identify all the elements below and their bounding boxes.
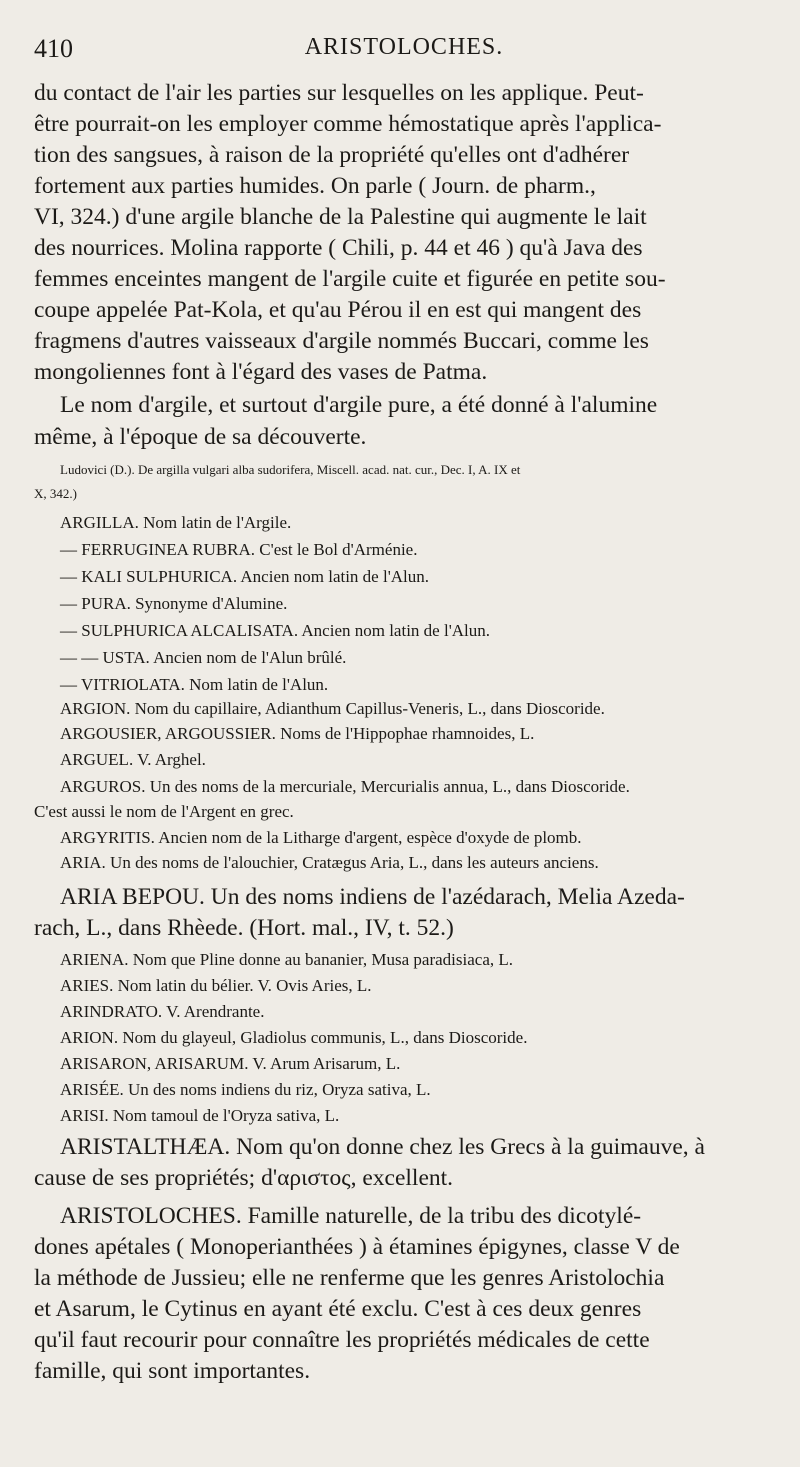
- body-line: fragmens d'autres vaisseaux d'argile nommés Buccari, comme les: [34, 328, 649, 354]
- body-line: fortement aux parties humides. On parle ( Journ. de pharm.,: [34, 173, 596, 199]
- entry-aries: ARIES. Nom latin du bélier. V. Ovis Aries, L.: [60, 976, 372, 995]
- entry-sub: — VITRIOLATA. Nom latin de l'Alun.: [60, 675, 329, 694]
- entry-sub: — SULPHURICA ALCALISATA. Ancien nom latin de l'Alun.: [60, 621, 491, 640]
- body-line: VI, 324.) d'une argile blanche de la Palestine qui augmente le lait: [34, 204, 647, 230]
- body-line: du contact de l'air les parties sur lesquelles on les applique. Peut-: [34, 80, 644, 106]
- final-line: la méthode de Jussieu; elle ne renferme que les genres Aristolochia: [34, 1265, 665, 1291]
- body-line: femmes enceintes mangent de l'argile cuite et figurée en petite sou-: [34, 266, 666, 292]
- entry-arisi: ARISI. Nom tamoul de l'Oryza sativa, L.: [60, 1106, 340, 1125]
- entry-aria-bepou-cont: rach, L., dans Rhèede. (Hort. mal., IV, t. 52.): [34, 915, 454, 941]
- running-title: ARISTOLOCHES.: [304, 34, 504, 60]
- final-line: dones apétales ( Monoperianthées ) à étamines épigynes, classe V de: [34, 1234, 680, 1260]
- body-line: tion des sangsues, à raison de la propriété qu'elles ont d'adhérer: [34, 142, 630, 168]
- entry-arisee: ARISÉE. Un des noms indiens du riz, Oryza sativa, L.: [60, 1080, 431, 1099]
- body-line: mongoliennes font à l'égard des vases de Patma.: [34, 359, 488, 385]
- body-line: même, à l'époque de sa découverte.: [34, 424, 367, 450]
- entry-arguros-cont: C'est aussi le nom de l'Argent en grec.: [34, 802, 294, 821]
- body-line: des nourrices. Molina rapporte ( Chili, p. 44 et 46 ) qu'à Java des: [34, 235, 643, 261]
- entry-sub: — FERRUGINEA RUBRA. C'est le Bol d'Arménie.: [60, 540, 418, 559]
- entry-arisaron: ARISARON, ARISARUM. V. Arum Arisarum, L.: [60, 1054, 401, 1073]
- entry-arindrato: ARINDRATO. V. Arendrante.: [60, 1002, 265, 1021]
- entry-argion: ARGION. Nom du capillaire, Adianthum Capillus-Veneris, L., dans Dioscoride.: [60, 699, 605, 718]
- entry-arguros: ARGUROS. Un des noms de la mercuriale, Mercurialis annua, L., dans Dioscoride.: [60, 777, 630, 796]
- body-line: Le nom d'argile, et surtout d'argile pure, a été donné à l'alumine: [60, 392, 658, 418]
- entry-aristalthaea-cont: cause de ses propriétés; d'αριστος, excellent.: [34, 1165, 454, 1191]
- entry-sub: — KALI SULPHURICA. Ancien nom latin de l'Alun.: [60, 567, 430, 586]
- entry-sub: — PURA. Synonyme d'Alumine.: [60, 594, 288, 613]
- entry-argyritis: ARGYRITIS. Ancien nom de la Litharge d'argent, espèce d'oxyde de plomb.: [60, 828, 582, 847]
- entry-sub: — — USTA. Ancien nom de l'Alun brûlé.: [60, 648, 347, 667]
- final-line: famille, qui sont importantes.: [34, 1358, 311, 1384]
- entry-aria: ARIA. Un des noms de l'alouchier, Cratægus Aria, L., dans les auteurs anciens.: [60, 853, 599, 872]
- final-line: ARISTOLOCHES. Famille naturelle, de la tribu des dicotylé-: [60, 1203, 642, 1229]
- reference-line: Ludovici (D.). De argilla vulgari alba sudorifera, Miscell. acad. nat. cur., Dec. I, A. IX et: [60, 462, 521, 477]
- body-line: être pourrait-on les employer comme hémostatique après l'applica-: [34, 111, 662, 137]
- final-line: et Asarum, le Cytinus en ayant été exclu. C'est à ces deux genres: [34, 1296, 642, 1322]
- entry-ariena: ARIENA. Nom que Pline donne au bananier, Musa paradisiaca, L.: [60, 950, 513, 969]
- entry-aristalthaea: ARISTALTHÆA. Nom qu'on donne chez les Grecs à la guimauve, à: [60, 1134, 705, 1160]
- entry-argousier: ARGOUSIER, ARGOUSSIER. Noms de l'Hippophae rhamnoides, L.: [60, 724, 535, 743]
- page-header: [34, 34, 774, 74]
- final-line: qu'il faut recourir pour connaître les propriétés médicales de cette: [34, 1327, 650, 1353]
- entry-aria-bepou: ARIA BEPOU. Un des noms indiens de l'azédarach, Melia Azeda-: [60, 884, 685, 910]
- page-number: 410: [34, 34, 73, 63]
- entry-arguel: ARGUEL. V. Arghel.: [60, 750, 206, 769]
- reference-line: X, 342.): [34, 486, 77, 501]
- body-line: coupe appelée Pat-Kola, et qu'au Pérou il en est qui mangent des: [34, 297, 642, 323]
- entry-arion: ARION. Nom du glayeul, Gladiolus communis, L., dans Dioscoride.: [60, 1028, 528, 1047]
- entry-argilla: ARGILLA. Nom latin de l'Argile.: [60, 513, 292, 532]
